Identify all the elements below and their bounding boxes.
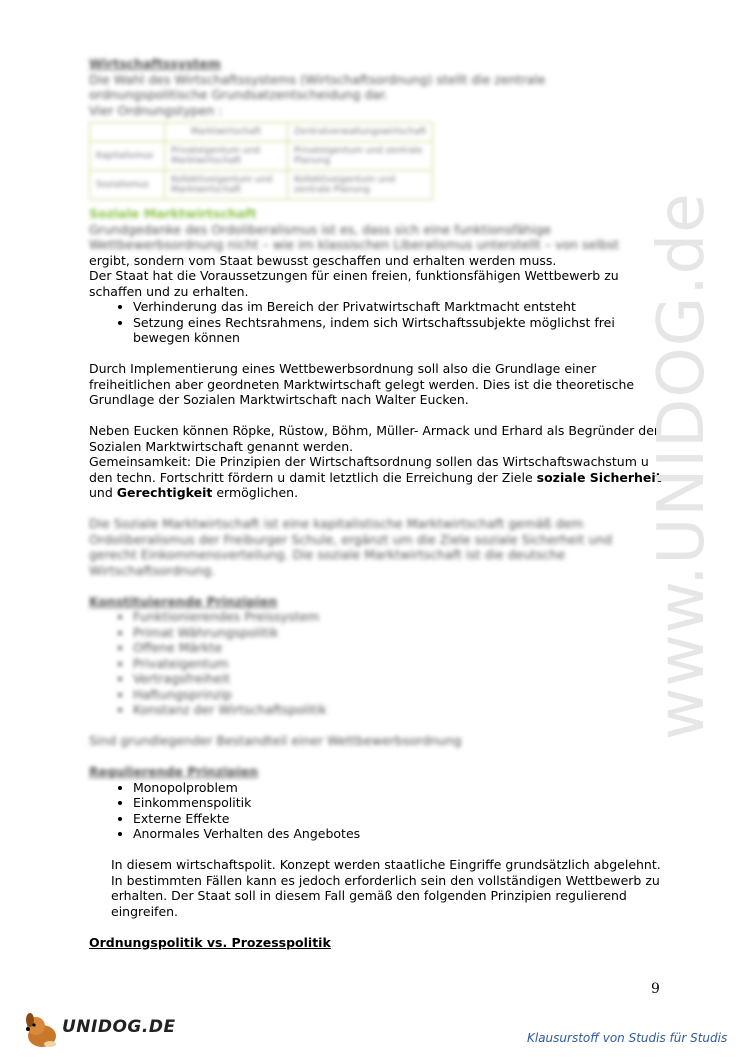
- heading-konstituierende-prinzipien: Konstituierende Prinzipien: [89, 593, 278, 609]
- list-item: • Primat Währungspolitik: [133, 625, 664, 641]
- bullet-list-regulierend: [89, 780, 664, 842]
- paragraph-line: Grundgedanke des Ordoliberalismus ist es, dass sich eine funktionsfähige: [89, 221, 552, 237]
- table-cell: Privateigentum und zentrale Planung: [288, 142, 433, 171]
- list-item: • Funktionierendes Preissystem: [133, 609, 664, 625]
- section-title-soziale-marktwirtschaft: Soziale Marktwirtschaft: [89, 206, 257, 221]
- table-cell: Privateigentum und Marktwirtschaft: [165, 142, 288, 171]
- table-row: [90, 171, 433, 200]
- paragraph-gemeinsamkeit: [89, 454, 664, 501]
- heading-regulierende-prinzipien: Regulierende Prinzipien: [89, 764, 258, 779]
- table-cell: Marktwirtschaft: [165, 123, 288, 142]
- list-item: • Vertragsfreiheit: [133, 671, 664, 687]
- table-cell: Kollektiveigentum und Marktwirtschaft: [165, 171, 288, 200]
- table-row: [90, 123, 433, 142]
- bullet-list-staat: [89, 299, 664, 346]
- logo-text: UNIDOG.DE: [62, 1017, 176, 1037]
- footer-tagline: Klausurstoff von Studis für Studis: [527, 1031, 728, 1045]
- page-content: [89, 56, 664, 950]
- section-heading: Wirtschaftssystem: [89, 56, 221, 71]
- list-item: • Privateigentum: [133, 656, 664, 672]
- text-run: ermöglichen.: [212, 485, 299, 500]
- paragraph: Der Staat hat die Voraussetzungen für einen freien, funktionsfähigen Wettbewerb zu schaffen und zu erhalten.: [89, 268, 619, 299]
- list-item: • Externe Effekte: [133, 811, 664, 827]
- list-item: • Monopolproblem: [133, 780, 664, 796]
- list-item: • Anormales Verhalten des Angebotes: [133, 826, 664, 842]
- ordnungstypen-table: [89, 122, 433, 200]
- paragraph: Die Soziale Marktwirtschaft ist eine kapitalistische Marktwirtschaft gemäß dem Ordoliberalismus der Freiburger Schule, ergänzt um die Ziele soziale Sicherheit und gerecht Einkommensverteilung. Die soziale Marktwirtschaft ist die deutsche Wirtschaftsordnung.: [89, 516, 613, 578]
- list-item: • Verhinderung das im Bereich der Privatwirtschaft Marktmacht entsteht: [133, 299, 664, 315]
- text-run: und: [89, 485, 117, 500]
- blurred-middle-section: [89, 516, 664, 780]
- paragraph: Sind grundlegender Bestandteil einer Wettbewerbsordnung: [89, 733, 462, 748]
- table-cell: Zentralverwaltungswirtschaft: [288, 123, 433, 142]
- bold-term: Gerechtigkeit: [116, 485, 213, 500]
- paragraph: Neben Eucken können Röpke, Rüstow, Böhm, Müller- Armack und Erhard als Begründer der Sozialen Marktwirtschaft genannt werden.: [89, 423, 660, 454]
- watermark-text: www.UNIDOG.de: [645, 192, 719, 740]
- paragraph-indented: In diesem wirtschaftspolit. Konzept werden staatliche Eingriffe grundsätzlich abgelehnt. In bestimmten Fällen kann es jedoch erforderlich sein den vollständigen Wettbewerb zu erhalten. Der Staat soll in diesem Fall gemäß den folgenden Prinzipien regulierend eingreifen.: [111, 857, 661, 919]
- table-cell: Kapitalismus: [90, 142, 165, 171]
- paragraph-line: Wettbewerbsordnung nicht – wie im klassischen Liberalismus unterstellt – von selbst: [89, 237, 620, 252]
- list-item: • Setzung eines Rechtsrahmens, indem sich Wirtschaftssubjekte möglichst frei bewegen können: [133, 315, 664, 346]
- text-run: Gemeinsamkeit: Die Prinzipien der Wirtschaftsordnung sollen das Wirtschaftswachstum u den techn. Fortschritt fördern u damit letztlich die Erreichung der Ziele: [89, 454, 649, 485]
- list-item: • Einkommenspolitik: [133, 795, 664, 811]
- list-item: • Haftungsprinzip: [133, 687, 664, 703]
- unidog-logo: [22, 1010, 176, 1050]
- bold-term: soziale Sicherheit: [536, 469, 662, 485]
- blurred-top-section: [89, 56, 664, 253]
- table-cell: Kollektiveigentum und zentrale Planung: [288, 171, 433, 200]
- list-item: • Konstanz der Wirtschaftspolitik: [133, 702, 664, 718]
- list-item: • Offene Märkte: [133, 640, 664, 656]
- page-number: 9: [651, 981, 660, 997]
- paragraph: Durch Implementierung eines Wettbewerbsordnung soll also die Grundlage einer freiheitlichen aber geordneten Marktwirtschaft gelegt werden. Dies ist die theoretische Grundlage der Sozialen Marktwirtschaft nach Walter Eucken.: [89, 361, 635, 407]
- dog-mascot-icon: [22, 1010, 66, 1050]
- bullet-list-konstituierend: [89, 609, 664, 718]
- table-cell: [90, 123, 165, 142]
- paragraph-line: ergibt, sondern vom Staat bewusst geschaffen und erhalten werden muss.: [89, 252, 557, 268]
- paragraph-line: Die Wahl des Wirtschaftssystems (Wirtschaftsordnung) stellt die zentrale: [89, 71, 546, 87]
- paragraph-line: Vier Ordnungstypen :: [89, 102, 223, 118]
- table-cell: Sozialismus: [90, 171, 165, 200]
- paragraph-line: ordnungspolitische Grundsatzentscheidung dar.: [89, 87, 389, 102]
- heading-ordnungspolitik: Ordnungspolitik vs. Prozesspolitik: [89, 934, 331, 950]
- table-row: [90, 142, 433, 171]
